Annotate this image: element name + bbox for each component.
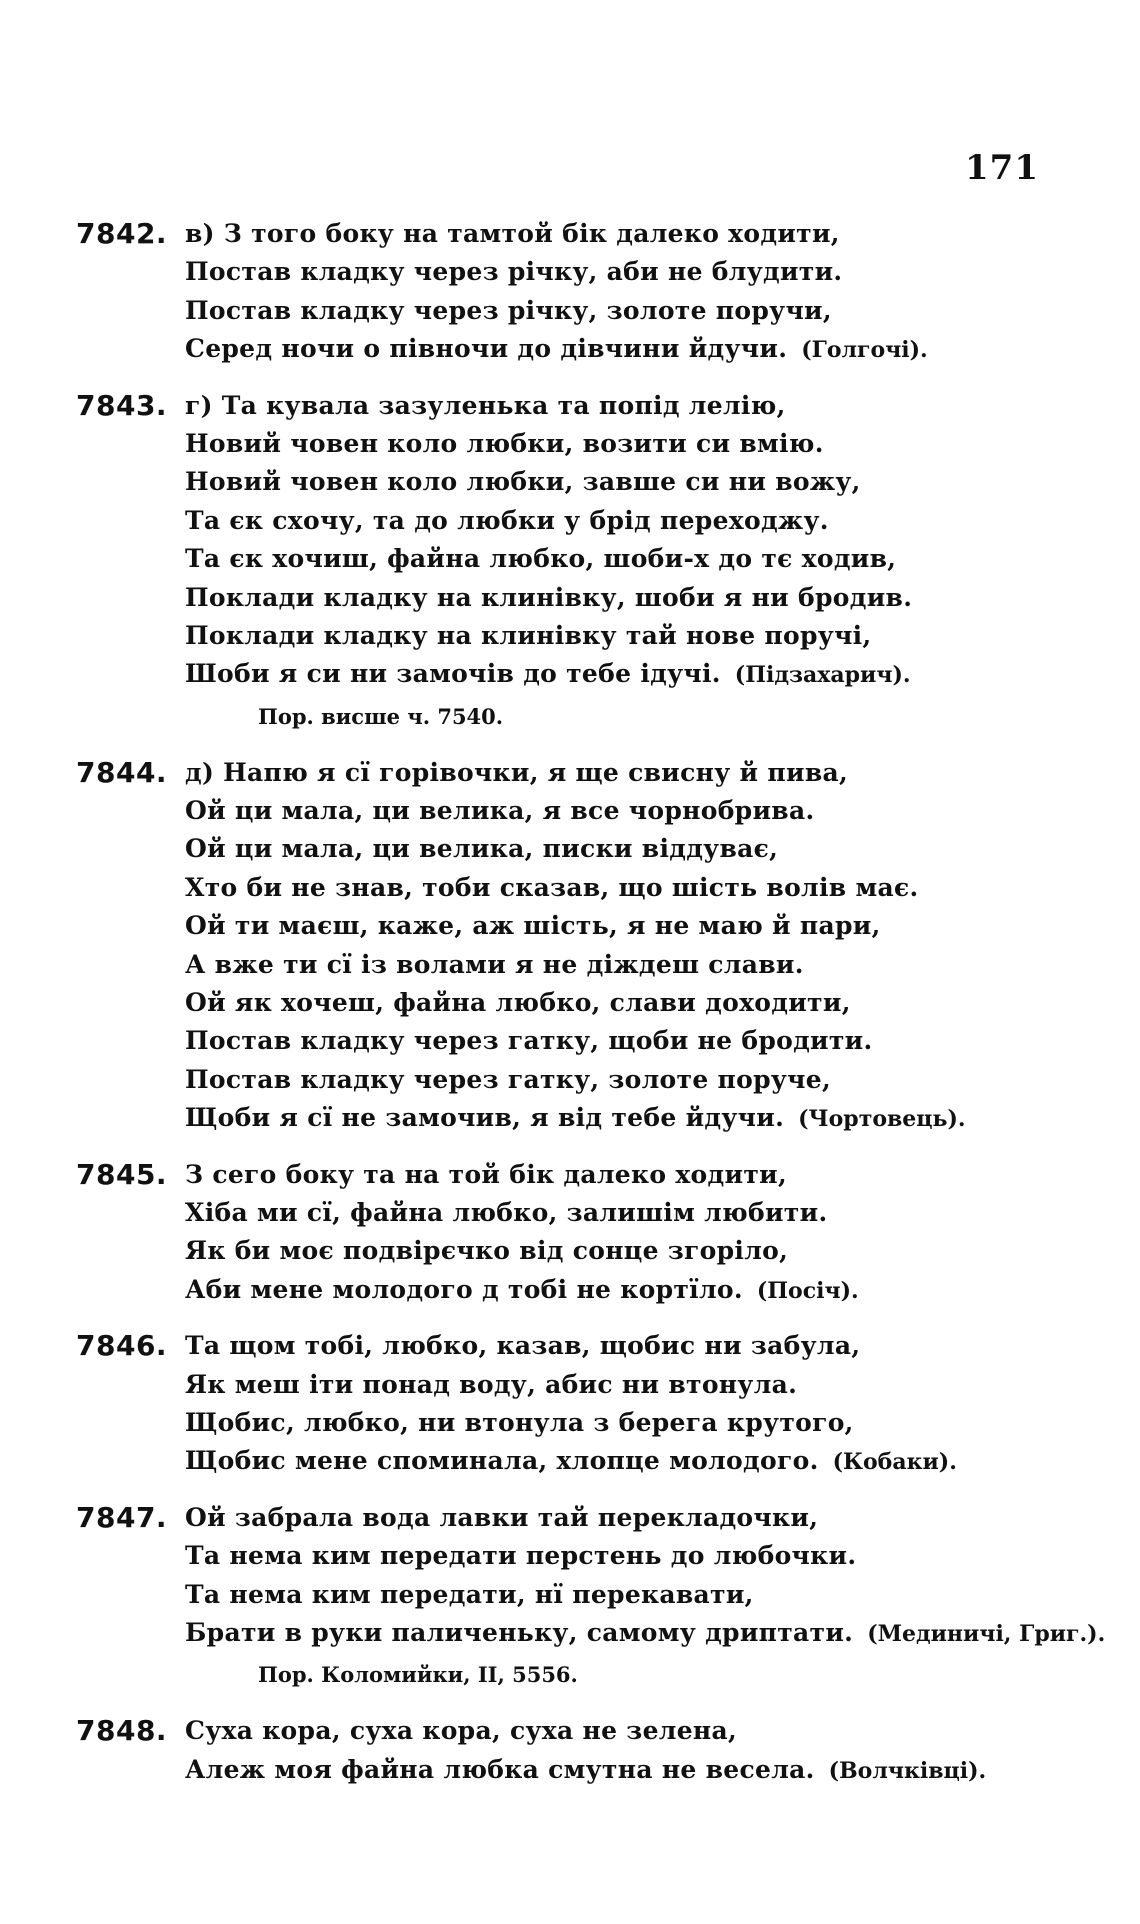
- verse-line: [70, 1499, 1090, 1537]
- verse-line: [70, 579, 1090, 617]
- verse-line: [70, 1271, 1090, 1309]
- verse-text: Алеж моя файна любка смутна не весела.: [185, 1754, 815, 1784]
- verse-text: Та єк схочу, та до любки у брід переходжу.: [185, 505, 829, 535]
- entry-number: 7842.: [76, 217, 168, 250]
- source-place: (Волчківці).: [828, 1757, 987, 1784]
- verse-text: Новий човен коло любки, возити си вмію.: [185, 428, 824, 458]
- verse-text: Постав кладку через річку, золоте поручи,: [185, 295, 832, 325]
- verse-text: Постав кладку через гатку, щоби не бродити.: [185, 1026, 873, 1056]
- verse-text-last: [185, 1442, 957, 1481]
- verse-line: [70, 502, 1090, 540]
- verse-text-last: [185, 1751, 986, 1790]
- song-entry: [70, 1499, 1106, 1695]
- verse-line: [70, 463, 1090, 501]
- song-entry: [70, 215, 1090, 369]
- verse-line: [70, 1022, 1090, 1060]
- verse-line: [70, 907, 1090, 945]
- verse-line: [70, 1156, 1090, 1194]
- song-list: [70, 215, 1106, 1807]
- verse-text-last: [185, 1271, 859, 1310]
- song-entry: [70, 1327, 1090, 1481]
- verse-line: [70, 1537, 1090, 1575]
- verse-line: [70, 1061, 1090, 1099]
- verse-text: З сего боку та на той бік далеко ходити,: [185, 1159, 787, 1189]
- verse-text: Як меш іти понад воду, абис ни втонула.: [185, 1369, 798, 1399]
- verse-text: д) Напю я сї горівочки, я ще свисну й пива,: [185, 757, 849, 787]
- verse-text: Щобис мене споминала, хлопце молодого.: [185, 1446, 819, 1476]
- source-place: (Голгочі).: [801, 337, 928, 364]
- verse-line: [70, 387, 1090, 425]
- verse-text: Постав кладку через річку, аби не блудити.: [185, 257, 843, 287]
- verse-text: А вже ти сї із волами я не діждеш слави.: [185, 949, 804, 979]
- verse-line: [70, 292, 1090, 330]
- verse-line: [70, 792, 1090, 830]
- cross-reference: Пор. висше ч. 7540.: [258, 703, 504, 729]
- verse-line: [70, 540, 1090, 578]
- verse-line: [70, 1614, 1106, 1652]
- entry-number: 7843.: [76, 388, 168, 422]
- verse-text: Та нема ким передати перстень до любочки.: [185, 1541, 857, 1571]
- verse-text: в) З того боку на тамтой бік далеко ходити,: [185, 219, 840, 248]
- verse-line: [70, 1232, 1090, 1270]
- verse-text: Щобис, любко, ни втонула з берега крутого,: [185, 1407, 854, 1437]
- verse-text: Постав кладку через гатку, золоте поруче,: [185, 1064, 831, 1094]
- verse-line: [70, 1404, 1090, 1442]
- entry-number: 7846.: [76, 1329, 168, 1363]
- verse-text: Щоби я сї не замочив, я від тебе йдучи.: [185, 1103, 785, 1133]
- source-place: (Мединичі, Григ.).: [867, 1620, 1106, 1647]
- song-entry: [70, 387, 1090, 736]
- song-entry: [70, 754, 1090, 1138]
- entry-number: 7845.: [76, 1157, 168, 1191]
- verse-line: [70, 984, 1090, 1022]
- verse-text-last: [185, 655, 911, 694]
- verse-line: [70, 830, 1090, 868]
- verse-line: [70, 655, 1090, 693]
- verse-text: Брати в руки паличеньку, самому дриптати.: [185, 1617, 854, 1647]
- verse-line: [70, 1327, 1090, 1365]
- entry-number: 7847.: [76, 1500, 168, 1534]
- verse-line: [70, 869, 1090, 907]
- verse-line: [70, 1366, 1090, 1404]
- verse-line: [70, 1442, 1090, 1480]
- verse-text: Ой ци мала, ци велика, я все чорнобрива.: [185, 796, 815, 826]
- source-place: (Чортовець).: [798, 1106, 966, 1133]
- verse-line: [70, 946, 1090, 984]
- verse-line: [70, 617, 1090, 655]
- verse-text-last: [185, 1099, 966, 1138]
- verse-text: Та єк хочиш, файна любко, шоби-х до тє ходив,: [185, 544, 897, 574]
- source-place: (Кобаки).: [832, 1449, 957, 1476]
- verse-text: Серед ночи о півночи до дівчини йдучи.: [185, 334, 788, 364]
- verse-text: Ой забрала вода лавки тай перекладочки,: [185, 1502, 819, 1532]
- verse-line: [70, 1712, 1090, 1750]
- verse-line: [70, 1099, 1090, 1137]
- entry-number: 7848.: [76, 1714, 168, 1748]
- verse-text: Ой ти маєш, каже, аж шість, я не маю й пари,: [185, 911, 881, 941]
- verse-text: Суха кора, суха кора, суха не зелена,: [185, 1716, 738, 1746]
- verse-line: [70, 1576, 1090, 1614]
- verse-text: Як би моє подвірєчко від сонце згоріло,: [185, 1236, 789, 1266]
- verse-text: Поклади кладку на клинівку тай нове поручі,: [185, 620, 872, 650]
- verse-line: [70, 330, 1090, 368]
- source-place: (Посіч).: [756, 1277, 859, 1304]
- verse-line: [70, 425, 1090, 463]
- verse-text: г) Та кувала зазуленька та попід лелію,: [185, 390, 786, 420]
- verse-line: [70, 253, 1090, 291]
- verse-line: [70, 754, 1090, 792]
- verse-text-last: [185, 1614, 1105, 1653]
- verse-text: Ой як хочеш, файна любко, слави доходити,: [185, 988, 851, 1018]
- verse-text-last: [185, 330, 928, 369]
- cross-reference: Пор. Коломийки, II, 5556.: [258, 1662, 578, 1688]
- verse-line: [70, 215, 1090, 253]
- verse-text: Хто би не знав, тоби сказав, що шість волів має.: [185, 872, 919, 902]
- song-entry: [70, 1712, 1090, 1789]
- verse-text: Аби мене молодого д тобі не кортїло.: [185, 1274, 743, 1304]
- song-entry: [70, 1156, 1090, 1310]
- verse-line: [70, 1751, 1090, 1789]
- verse-text: Та нема ким передати, нї перекавати,: [185, 1579, 754, 1609]
- verse-text: Поклади кладку на клинівку, шоби я ни бродив.: [185, 582, 913, 612]
- verse-text: Новий човен коло любки, завше си ни вожу,: [185, 467, 861, 497]
- source-place: (Підзахарич).: [734, 662, 911, 689]
- page-number: 171: [965, 148, 1039, 188]
- verse-text: Хіба ми сї, файна любко, залишім любити.: [185, 1197, 828, 1227]
- verse-text: Ой ци мала, ци велика, писки віддуває,: [185, 834, 779, 864]
- verse-line: [70, 1194, 1090, 1232]
- verse-text: Шоби я си ни замочів до тебе ідучі.: [185, 659, 721, 689]
- entry-number: 7844.: [76, 755, 168, 789]
- verse-text: Та щом тобі, любко, казав, щобис ни забула,: [185, 1331, 861, 1361]
